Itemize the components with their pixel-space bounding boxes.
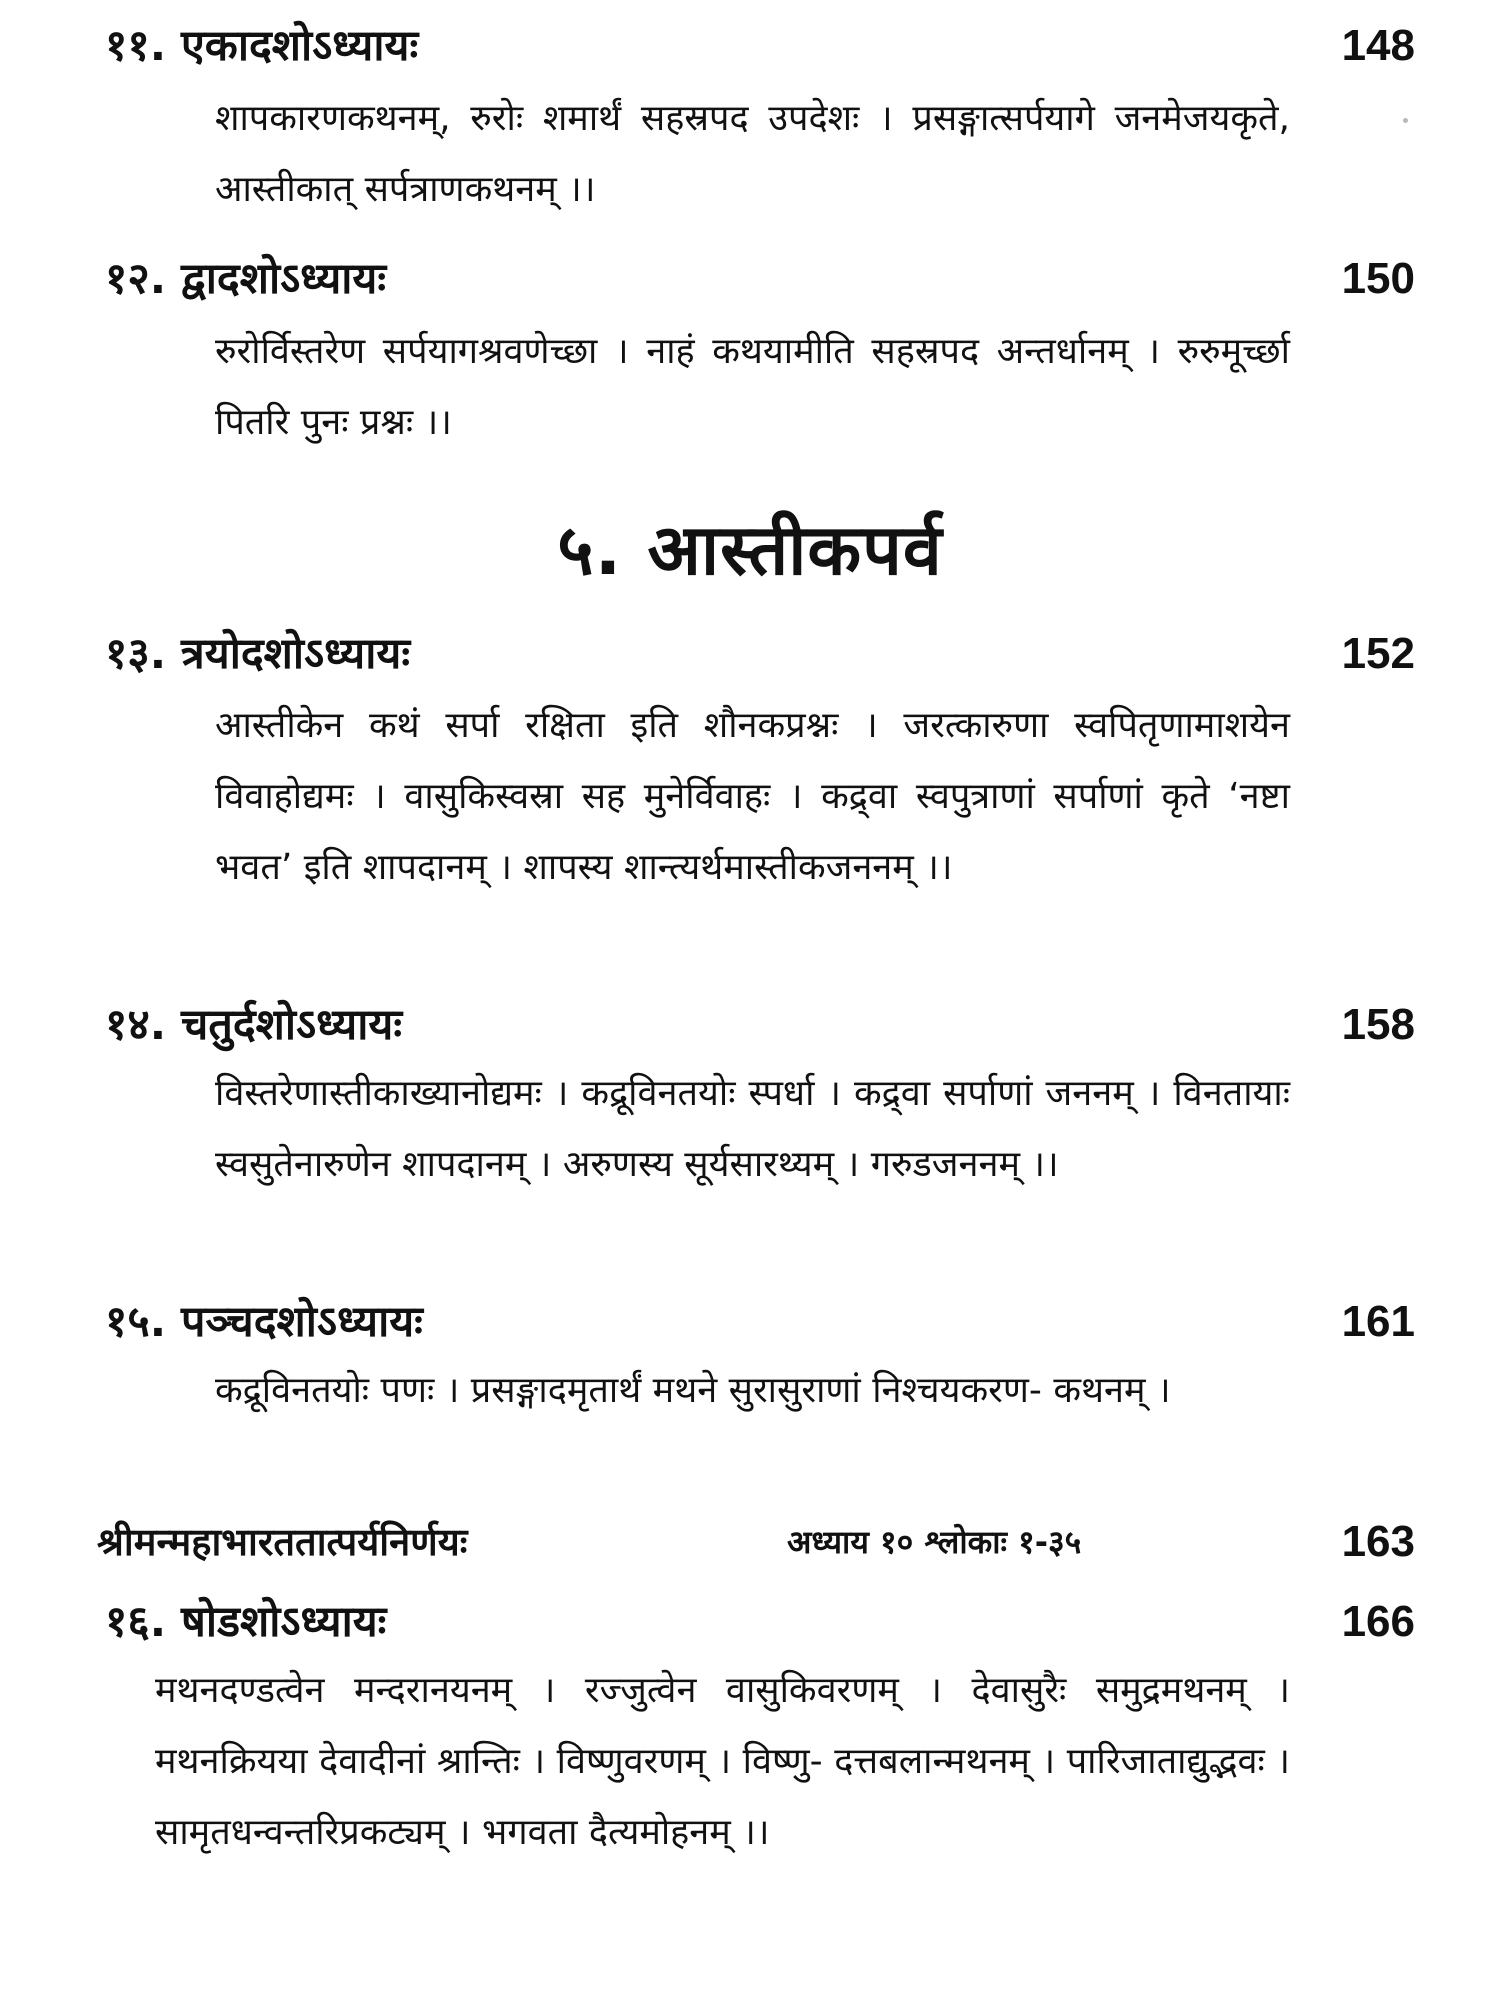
page-number: 150 (1341, 254, 1415, 303)
toc-entry-heading (105, 993, 1415, 1057)
chapter-summary: रुरोर्विस्तरेण सर्पयागश्रवणेच्छा । नाहं कथयामीति सहस्रपद अन्तर्धानम् । रुरुमूर्च्छा पितरि पुनः प्रश्नः ।। (215, 331, 1290, 443)
reference-title: श्रीमन्महाभारततात्पर्यनिर्णयः (97, 1520, 468, 1564)
toc-entry-heading (105, 247, 1415, 311)
chapter-summary: आस्तीकेन कथं सर्पा रक्षिता इति शौनकप्रश्नः । जरत्कारुणा स्वपितृणामाशयेन विवाहोद्यमः । वासुकिस्वस्रा सह मुनेर्विवाहः । कद्र्वा स्वपुत्राणां सर्पाणां कृते ‘नष्टा भवत’ इति शापदानम् । शापस्य शान्त्यर्थमास्तीकजननम् ।। (215, 705, 1290, 888)
chapter-summary: कद्रूविनतयोः पणः । प्रसङ्गादमृतार्थं मथने सुरासुराणां निश्चयकरण- कथनम् । (215, 1370, 1171, 1411)
chapter-title: १३. त्रयोदशोऽध्यायः (105, 629, 411, 679)
chapter-title: १६. षोडशोऽध्यायः (105, 1597, 387, 1647)
chapter-summary: मथनदण्डत्वेन मन्दरानयनम् । रज्जुत्वेन वासुकिवरणम् । देवासुरैः समुद्रमथनम् । मथनक्रियया देवादीनां श्रान्तिः । विष्णुवरणम् । विष्णु- दत्तबलान्मथनम् । पारिजाताद्युद्भवः । सामृतधन्वन्तरिप्रकट्यम् । भगवता दैत्यमोहनम् ।। (155, 1670, 1290, 1853)
chapter-title: ११. एकादशोऽध्यायः (105, 21, 419, 71)
chapter-title: १२. द्वादशोऽध्यायः (105, 254, 387, 304)
chapter-title: १४. चतुर्दशोऽध्यायः (105, 1000, 403, 1050)
toc-entry-heading (105, 1290, 1415, 1354)
toc-entry-heading (105, 1590, 1415, 1654)
toc-entry-heading (105, 14, 1415, 78)
section-heading: ५. आस्तीकपर्व (557, 509, 943, 591)
page-number: 148 (1341, 21, 1415, 70)
chapter-title: १५. पञ्चदशोऽध्यायः (105, 1297, 423, 1347)
toc-entry-heading (105, 622, 1415, 686)
page-number: 158 (1341, 1000, 1415, 1049)
page-number: 163 (1341, 1517, 1415, 1566)
chapter-summary: शापकारणकथनम्, रुरोः शमार्थं सहस्रपद उपदेशः । प्रसङ्गात्सर्पयागे जनमेजयकृते, आस्तीकात् सर्पत्राणकथनम् ।। (215, 98, 1290, 210)
chapter-summary: विस्तरेणास्तीकाख्यानोद्यमः । कद्रूविनतयोः स्पर्धा । कद्र्वा सर्पाणां जननम् । विनतायाः स्वसुतेनारुणेन शापदानम् । अरुणस्य सूर्यसारथ्यम् । गरुडजननम् ।। (215, 1073, 1290, 1185)
page-number: 161 (1341, 1297, 1415, 1346)
page-number: 152 (1341, 629, 1415, 678)
reference-detail: अध्याय १० श्लोकाः १-३५ (787, 1523, 1082, 1561)
reference-entry (97, 1510, 1415, 1574)
page-number: 166 (1341, 1597, 1415, 1646)
paper-speck (1403, 118, 1408, 123)
